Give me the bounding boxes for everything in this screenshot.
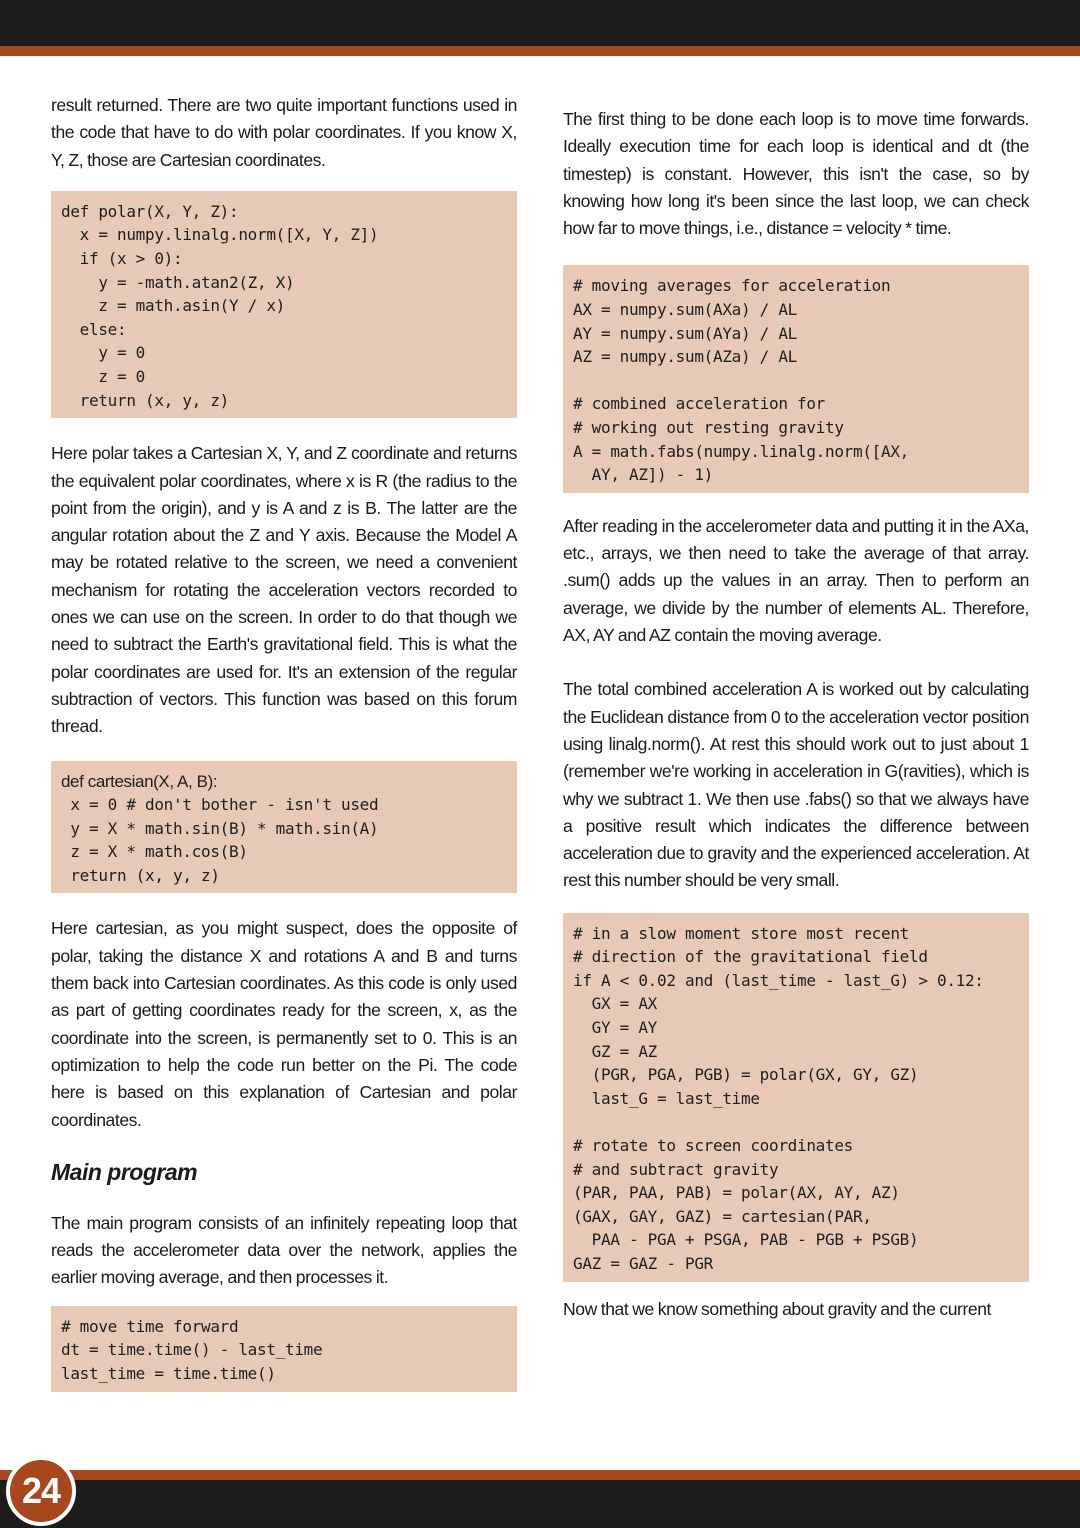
code-line: # move time forward — [61, 1316, 239, 1336]
code-block-time — [51, 1306, 517, 1392]
code-line: last_G = last_time — [573, 1088, 760, 1108]
bottom-accent-stripe — [0, 1470, 1080, 1480]
code-block-cartesian — [51, 761, 517, 894]
bottom-footer-bar — [0, 1480, 1080, 1528]
code-line: PAA - PGA + PSGA, PAB - PGB + PSGB) — [573, 1230, 919, 1250]
code-line: y = -math.atan2(Z, X) — [61, 272, 295, 292]
code-line: # in a slow moment store most recent — [573, 923, 909, 943]
left-paragraph-1: result returned. There are two quite important functions used in the code that have to do with polar coordinates. If you know X, Y, Z, those are Cartesian coordinates. — [51, 95, 517, 170]
code-line: def polar(X, Y, Z): — [61, 201, 239, 221]
right-paragraph-3: The total combined acceleration A is worked out by calculating the Euclidean distance from 0 to the acceleration vector position using linalg.norm(). At rest this should work out to just about 1 (remember we're working in acceleration in G(ravities), which is why we subtract 1. We then use .fabs() so that we always have a positive result which indicates the difference between acceleration due to gravity and the experienced acceleration. At rest this number should be very small. — [563, 679, 1029, 891]
left-paragraph-4: The main program consists of an infinitely repeating loop that reads the accelerometer data over the network, applies the earlier moving average, and then processes it. — [51, 1212, 517, 1288]
code-line: x = 0 # don't bother - isn't used — [61, 795, 379, 815]
code-line: AX = numpy.sum(AXa) / AL — [573, 300, 797, 320]
right-paragraph-4: Now that we know something about gravity and the current — [563, 1298, 991, 1319]
code-line: y = X * math.sin(B) * math.sin(A) — [61, 818, 379, 838]
code-line: # moving averages for acceleration — [573, 276, 891, 296]
code-line: A = math.fabs(numpy.linalg.norm([AX, — [573, 441, 909, 461]
code-line: GY = AY — [573, 1018, 657, 1038]
code-line: last_time = time.time() — [61, 1363, 276, 1383]
top-accent-stripe — [0, 46, 1080, 56]
code-block-gravity — [563, 913, 1029, 1282]
code-line — [573, 369, 1019, 393]
right-column — [563, 106, 1029, 1323]
code-block-polar — [51, 191, 517, 418]
code-line: dt = time.time() - last_time — [61, 1340, 323, 1360]
code-line: # working out resting gravity — [573, 418, 844, 438]
left-paragraph-3: Here cartesian, as you might suspect, does the opposite of polar, taking the distance X and rotations A and B and turns them back into Cartesian coordinates. As this code is only used as part of getting coordinates ready for the screen, x, as the coordinate into the screen, is permanently set to 0. This is an optimization to help the code run better on the Pi. The code here is based on this explanation of Cartesian and polar coordinates. — [51, 918, 517, 1130]
code-line: def cartesian(X, A, B): — [61, 771, 218, 791]
top-header-bar — [0, 0, 1080, 46]
code-line — [573, 1110, 1019, 1134]
code-line: (PGR, PGA, PGB) = polar(GX, GY, GZ) — [573, 1065, 919, 1085]
code-line: z = 0 — [61, 367, 145, 387]
code-line: GZ = AZ — [573, 1041, 657, 1061]
code-line: # and subtract gravity — [573, 1159, 779, 1179]
code-block-moving-averages — [563, 265, 1029, 492]
code-line: x = numpy.linalg.norm([X, Y, Z]) — [61, 225, 379, 245]
code-line: z = math.asin(Y / x) — [61, 296, 285, 316]
code-line: (GAX, GAY, GAZ) = cartesian(PAR, — [573, 1206, 872, 1226]
code-line: return (x, y, z) — [61, 390, 229, 410]
code-line: AY = numpy.sum(AYa) / AL — [573, 323, 797, 343]
code-line: # direction of the gravitational field — [573, 947, 928, 967]
code-line: GX = AX — [573, 994, 657, 1014]
code-line: GAZ = GAZ - PGR — [573, 1254, 713, 1273]
page-number-badge: 24 — [6, 1456, 76, 1526]
code-line: else: — [61, 319, 127, 339]
section-heading-main-program: Main program — [51, 1158, 198, 1185]
right-paragraph-2: After reading in the accelerometer data and putting it in the AXa, etc., arrays, we then need to take the average of that array. .sum() adds up the values in an array. Then to perform an average, we divide by the number of elements AL. Therefore, AX, AY and AZ contain the moving average. — [563, 515, 1029, 646]
left-paragraph-2: Here polar takes a Cartesian X, Y, and Z coordinate and returns the equivalent polar coordinates, where x is R (the radius to the point from the origin), and y is A and z is B. The latter are the angular rotation about the Z and Y axis. Because the Model A may be rotated relative to the screen, we need a convenient mechanism for rotating the acceleration vectors recorded to ones we can use on the screen. In order to do that though we need to subtract the Earth's gravitational field. This is what the polar coordinates are used for. It's an extension of the regular subtraction of vectors. This function was based on this forum thread. — [51, 443, 517, 737]
code-line: AY, AZ]) - 1) — [573, 465, 713, 485]
code-line: y = 0 — [61, 343, 145, 363]
code-line: (PAR, PAA, PAB) = polar(AX, AY, AZ) — [573, 1183, 900, 1203]
code-line: z = X * math.cos(B) — [61, 842, 248, 862]
code-line: # rotate to screen coordinates — [573, 1136, 853, 1156]
code-line: return (x, y, z) — [61, 865, 220, 885]
code-line: if A < 0.02 and (last_time - last_G) > 0.12: — [573, 970, 984, 990]
code-line: AZ = numpy.sum(AZa) / AL — [573, 347, 797, 367]
code-line: # combined acceleration for — [573, 394, 825, 414]
left-column — [51, 92, 517, 1392]
right-paragraph-1: The first thing to be done each loop is to move time forwards. Ideally execution time for each loop is identical and dt (the timestep) is constant. However, this isn't the case, so by knowing how long it's been since the last loop, we can check how far to move things, i.e., distance = velocity * time. — [563, 109, 1029, 239]
code-line: if (x > 0): — [61, 249, 183, 269]
